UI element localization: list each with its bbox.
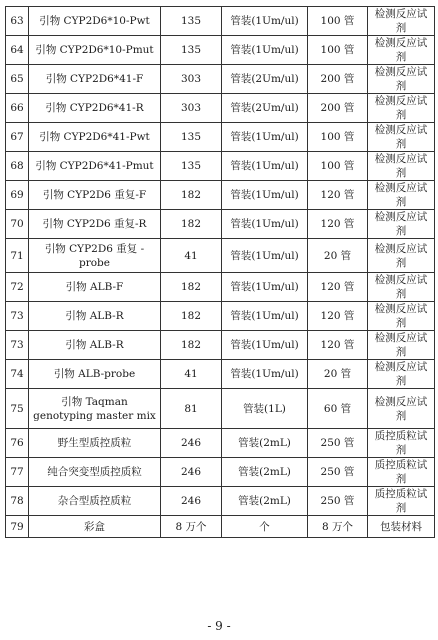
table-row: [6, 429, 435, 458]
packaging-cell: 管装(1Um/ul): [222, 36, 308, 65]
item-name-cell: 野生型质控质粒: [29, 429, 161, 458]
quantity-cell: 250 管: [308, 458, 368, 487]
table-row: [6, 487, 435, 516]
table-row: [6, 94, 435, 123]
table-row: [6, 273, 435, 302]
quantity-cell: 100 管: [308, 152, 368, 181]
usage-cell: 检测反应试剂: [368, 302, 435, 331]
row-number-cell: 65: [6, 65, 29, 94]
packaging-cell: 管装(2mL): [222, 429, 308, 458]
item-name-cell: 引物 CYP2D6 重复-F: [29, 181, 161, 210]
row-number-cell: 76: [6, 429, 29, 458]
usage-cell: 检测反应试剂: [368, 360, 435, 389]
materials-table-body: [6, 7, 435, 538]
spec-cell: 182: [161, 273, 222, 302]
item-name-cell: 引物 CYP2D6 重复 -probe: [29, 239, 161, 273]
packaging-cell: 管装(2mL): [222, 458, 308, 487]
usage-cell: 检测反应试剂: [368, 7, 435, 36]
row-number-cell: 63: [6, 7, 29, 36]
table-row: [6, 360, 435, 389]
packaging-cell: 管装(1Um/ul): [222, 181, 308, 210]
quantity-cell: 60 管: [308, 389, 368, 429]
quantity-cell: 120 管: [308, 210, 368, 239]
spec-cell: 135: [161, 152, 222, 181]
usage-cell: 质控质粒试剂: [368, 458, 435, 487]
row-number-cell: 67: [6, 123, 29, 152]
item-name-cell: 杂合型质控质粒: [29, 487, 161, 516]
row-number-cell: 72: [6, 273, 29, 302]
packaging-cell: 管装(1Um/ul): [222, 152, 308, 181]
row-number-cell: 78: [6, 487, 29, 516]
usage-cell: 包装材料: [368, 516, 435, 538]
packaging-cell: 管装(1Um/ul): [222, 360, 308, 389]
spec-cell: 182: [161, 181, 222, 210]
item-name-cell: 引物 CYP2D6*41-R: [29, 94, 161, 123]
packaging-cell: 管装(1Um/ul): [222, 273, 308, 302]
packaging-cell: 管装(1Um/ul): [222, 123, 308, 152]
item-name-cell: 引物 ALB-F: [29, 273, 161, 302]
item-name-cell: 引物 ALB-R: [29, 302, 161, 331]
item-name-cell: 引物 CYP2D6*10-Pwt: [29, 7, 161, 36]
packaging-cell: 管装(1Um/ul): [222, 239, 308, 273]
item-name-cell: 彩盒: [29, 516, 161, 538]
quantity-cell: 120 管: [308, 331, 368, 360]
table-row: [6, 181, 435, 210]
item-name-cell: 引物 CYP2D6*41-Pwt: [29, 123, 161, 152]
spec-cell: 246: [161, 429, 222, 458]
spec-cell: 303: [161, 94, 222, 123]
spec-cell: 246: [161, 487, 222, 516]
packaging-cell: 管装(2mL): [222, 487, 308, 516]
item-name-cell: 引物 CYP2D6*10-Pmut: [29, 36, 161, 65]
quantity-cell: 250 管: [308, 429, 368, 458]
table-row: [6, 331, 435, 360]
item-name-cell: 引物 CYP2D6*41-Pmut: [29, 152, 161, 181]
spec-cell: 182: [161, 331, 222, 360]
item-name-cell: 纯合突变型质控质粒: [29, 458, 161, 487]
row-number-cell: 73: [6, 302, 29, 331]
quantity-cell: 100 管: [308, 36, 368, 65]
spec-cell: 182: [161, 302, 222, 331]
spec-cell: 182: [161, 210, 222, 239]
item-name-cell: 引物 CYP2D6*41-F: [29, 65, 161, 94]
row-number-cell: 71: [6, 239, 29, 273]
packaging-cell: 管装(2Um/ul): [222, 65, 308, 94]
row-number-cell: 75: [6, 389, 29, 429]
packaging-cell: 管装(1Um/ul): [222, 302, 308, 331]
page-number: - 9 -: [207, 619, 231, 633]
quantity-cell: 100 管: [308, 123, 368, 152]
packaging-cell: 管装(1L): [222, 389, 308, 429]
row-number-cell: 68: [6, 152, 29, 181]
spec-cell: 8 万个: [161, 516, 222, 538]
spec-cell: 135: [161, 123, 222, 152]
quantity-cell: 250 管: [308, 487, 368, 516]
spec-cell: 135: [161, 7, 222, 36]
usage-cell: 检测反应试剂: [368, 239, 435, 273]
table-row: [6, 65, 435, 94]
quantity-cell: 8 万个: [308, 516, 368, 538]
usage-cell: 质控质粒试剂: [368, 487, 435, 516]
spec-cell: 41: [161, 239, 222, 273]
spec-cell: 41: [161, 360, 222, 389]
table-row: [6, 458, 435, 487]
usage-cell: 检测反应试剂: [368, 331, 435, 360]
table-row: [6, 516, 435, 538]
row-number-cell: 79: [6, 516, 29, 538]
row-number-cell: 74: [6, 360, 29, 389]
quantity-cell: 120 管: [308, 181, 368, 210]
spec-cell: 135: [161, 36, 222, 65]
usage-cell: 检测反应试剂: [368, 36, 435, 65]
spec-cell: 81: [161, 389, 222, 429]
usage-cell: 检测反应试剂: [368, 123, 435, 152]
usage-cell: 检测反应试剂: [368, 273, 435, 302]
row-number-cell: 69: [6, 181, 29, 210]
row-number-cell: 66: [6, 94, 29, 123]
spec-cell: 246: [161, 458, 222, 487]
packaging-cell: 管装(2Um/ul): [222, 94, 308, 123]
usage-cell: 检测反应试剂: [368, 389, 435, 429]
quantity-cell: 200 管: [308, 94, 368, 123]
item-name-cell: 引物 ALB-probe: [29, 360, 161, 389]
quantity-cell: 200 管: [308, 65, 368, 94]
quantity-cell: 20 管: [308, 239, 368, 273]
table-row: [6, 302, 435, 331]
item-name-cell: 引物 Taqman genotyping master mix: [29, 389, 161, 429]
row-number-cell: 70: [6, 210, 29, 239]
table-row: [6, 239, 435, 273]
item-name-cell: 引物 ALB-R: [29, 331, 161, 360]
usage-cell: 检测反应试剂: [368, 65, 435, 94]
table-row: [6, 210, 435, 239]
quantity-cell: 120 管: [308, 273, 368, 302]
table-row: [6, 7, 435, 36]
table-row: [6, 123, 435, 152]
table-row: [6, 36, 435, 65]
packaging-cell: 管装(1Um/ul): [222, 7, 308, 36]
table-row: [6, 152, 435, 181]
table-row: [6, 389, 435, 429]
row-number-cell: 73: [6, 331, 29, 360]
packaging-cell: 个: [222, 516, 308, 538]
item-name-cell: 引物 CYP2D6 重复-R: [29, 210, 161, 239]
quantity-cell: 100 管: [308, 7, 368, 36]
usage-cell: 检测反应试剂: [368, 210, 435, 239]
spec-cell: 303: [161, 65, 222, 94]
row-number-cell: 64: [6, 36, 29, 65]
quantity-cell: 120 管: [308, 302, 368, 331]
packaging-cell: 管装(1Um/ul): [222, 210, 308, 239]
usage-cell: 质控质粒试剂: [368, 429, 435, 458]
row-number-cell: 77: [6, 458, 29, 487]
usage-cell: 检测反应试剂: [368, 152, 435, 181]
usage-cell: 检测反应试剂: [368, 94, 435, 123]
materials-table: [5, 6, 435, 538]
packaging-cell: 管装(1Um/ul): [222, 331, 308, 360]
usage-cell: 检测反应试剂: [368, 181, 435, 210]
quantity-cell: 20 管: [308, 360, 368, 389]
